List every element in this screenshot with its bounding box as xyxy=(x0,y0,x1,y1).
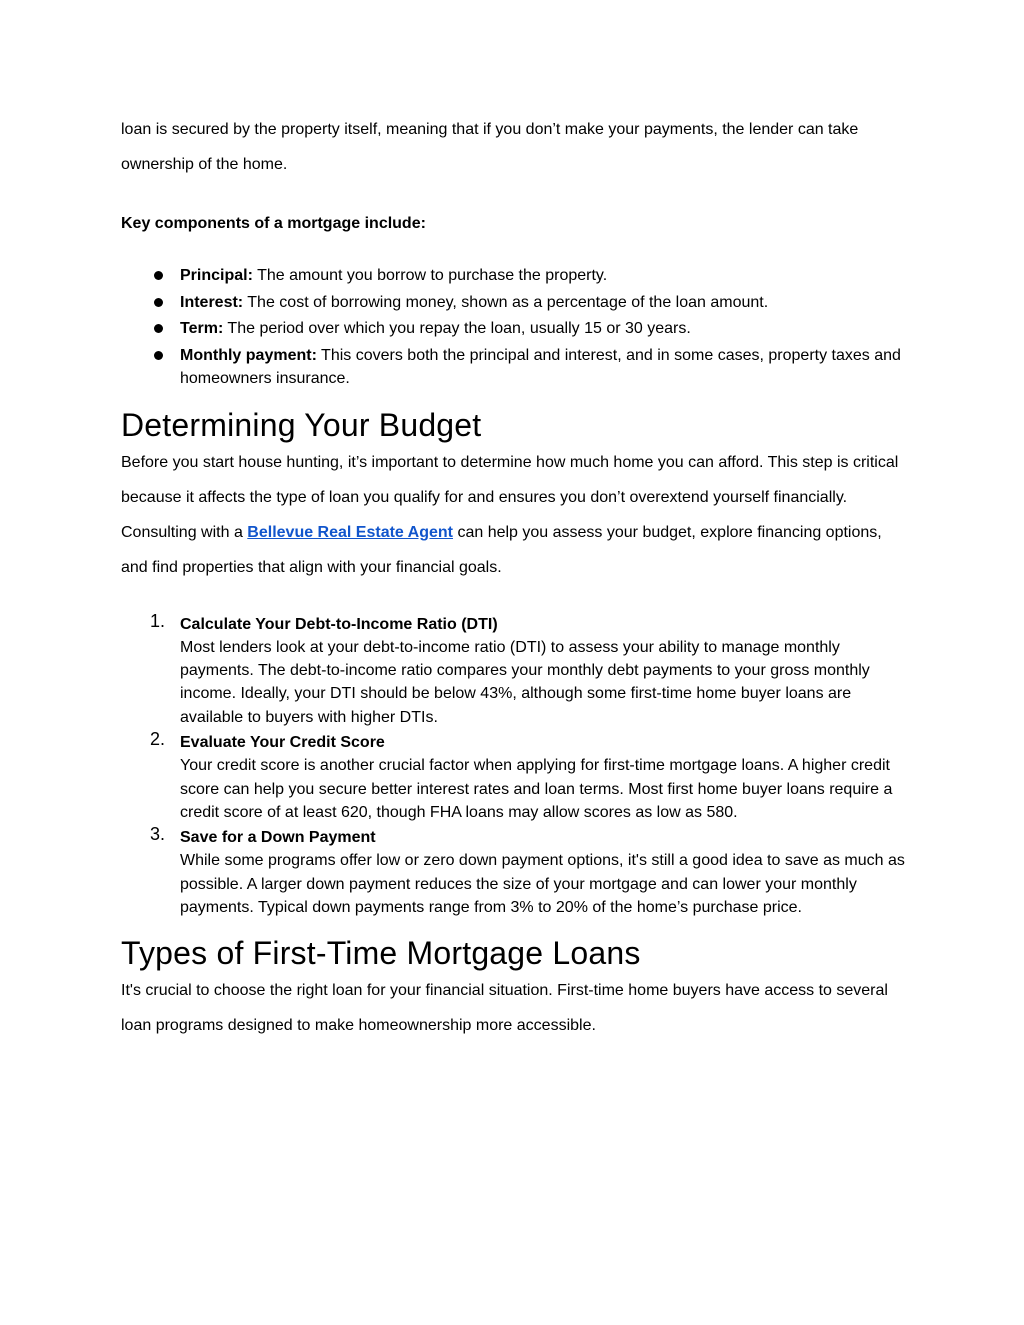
step-title: Save for a Down Payment xyxy=(180,829,376,847)
list-item xyxy=(121,344,906,391)
step-title: Evaluate Your Credit Score xyxy=(180,733,385,751)
step-number: 2. xyxy=(150,728,166,749)
list-item-desc: The cost of borrowing money, shown as a percentage of the loan amount. xyxy=(243,293,769,311)
list-item-term: Principal: xyxy=(180,267,253,284)
list-item-desc: The period over which you repay the loan, usually 15 or 30 years. xyxy=(223,320,691,337)
budget-heading: Determining Your Budget xyxy=(121,406,482,443)
budget-steps-list xyxy=(121,610,906,920)
list-item xyxy=(121,317,906,341)
step-title: Calculate Your Debt-to-Income Ratio (DTI) xyxy=(180,615,498,633)
bellevue-agent-link[interactable]: Bellevue Real Estate Agent xyxy=(247,523,453,541)
list-item xyxy=(121,826,906,919)
list-item-term: Interest: xyxy=(180,293,244,311)
step-number: 3. xyxy=(150,824,166,845)
bullet-icon xyxy=(154,324,163,333)
list-item xyxy=(121,728,906,824)
step-text: While some programs offer low or zero down payment options, it's still a good idea to save as much as possible. A larger down payment reduces the size of your mortgage and can lower your monthly payments. Typical down payments range from 3% to 20% of the home’s purchase price. xyxy=(180,852,905,917)
list-item-desc: The amount you borrow to purchase the property. xyxy=(252,267,608,284)
budget-paragraph xyxy=(121,445,906,585)
list-item-term: Term: xyxy=(180,320,224,337)
list-item-desc: This covers both the principal and interest, and in some cases, property taxes and homeowners insurance. xyxy=(180,346,901,387)
budget-paragraph-after: can help you assess your budget, explore financing options, and find properties that align with your financial goals. xyxy=(121,523,882,576)
intro-paragraph: loan is secured by the property itself, meaning that if you don’t make your payments, the lender can take ownership of the home. xyxy=(121,121,859,173)
key-components-heading: Key components of a mortgage include: xyxy=(121,215,426,232)
step-text: Your credit score is another crucial factor when applying for first-time mortgage loans. A higher credit score can help you secure better interest rates and loan terms. Most first home buyer loans require a credit score of at least 620, though FHA loans may allow scores as low as 580. xyxy=(180,757,893,821)
bullet-icon xyxy=(154,271,163,280)
step-number: 1. xyxy=(150,610,166,631)
list-item xyxy=(121,610,906,729)
bullet-icon xyxy=(154,298,163,307)
bullet-icon xyxy=(154,351,163,360)
document-page xyxy=(121,112,906,1043)
list-item xyxy=(121,264,906,288)
step-text: Most lenders look at your debt-to-income ratio (DTI) to assess your ability to manage monthly payments. The debt-to-income ratio compares your monthly debt payments to your gross monthly income. Ideally, your DTI should be below 43%, although some first-time home buyer loans are available to buyers with higher DTIs. xyxy=(180,638,870,726)
budget-paragraph-before: Before you start house hunting, it’s important to determine how much home you can afford. This step is critical because it affects the type of loan you qualify for and ensures you don’t overextend yourself financially. Consulting with a xyxy=(121,453,899,541)
types-paragraph: It's crucial to choose the right loan for your financial situation. First-time home buyers have access to several loan programs designed to make homeownership more accessible. xyxy=(121,982,888,1035)
key-components-list xyxy=(121,264,906,391)
list-item-term: Monthly payment: xyxy=(180,346,317,364)
types-heading: Types of First-Time Mortgage Loans xyxy=(121,935,641,972)
list-item xyxy=(121,291,906,315)
